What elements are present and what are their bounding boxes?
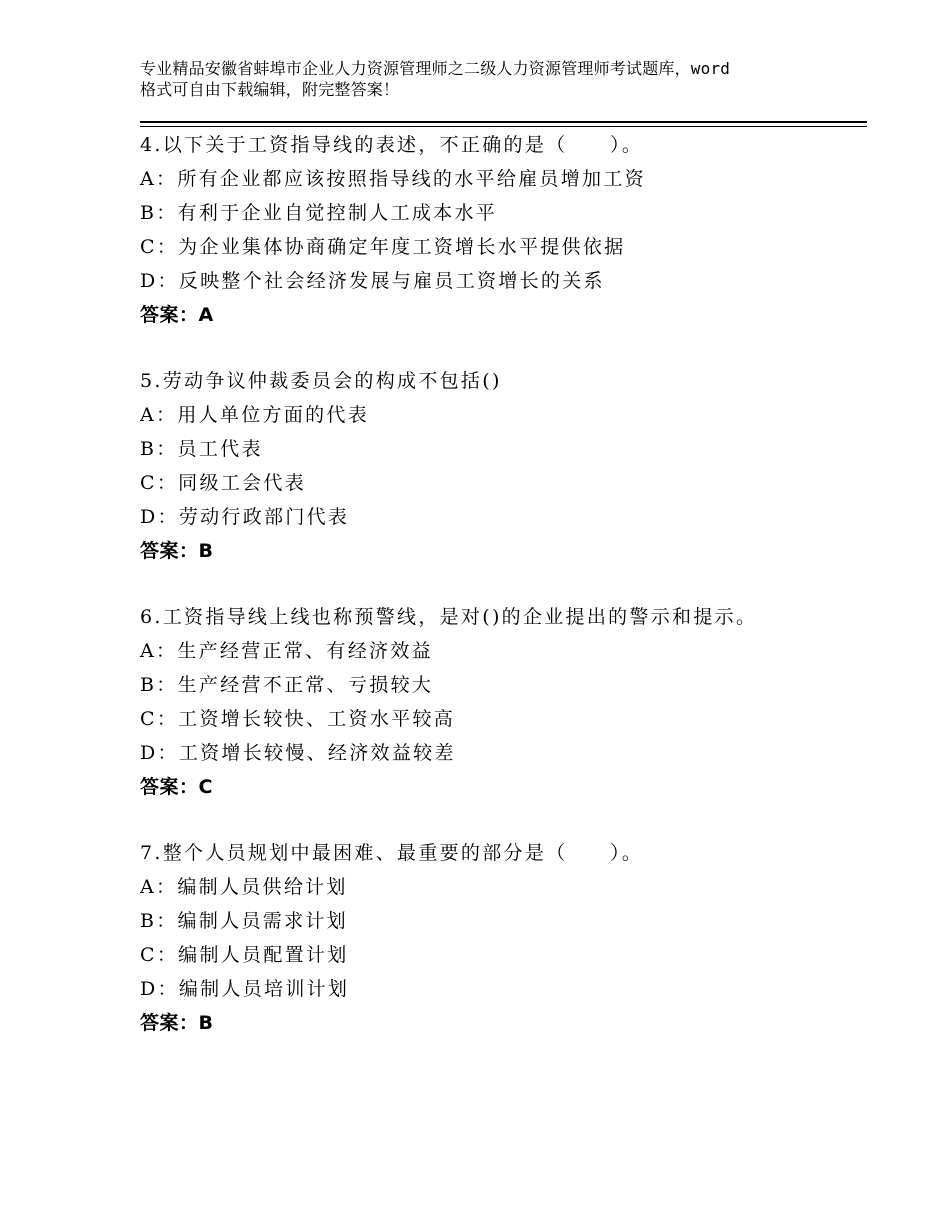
document-header	[140, 58, 830, 100]
option-b: B：有利于企业自觉控制人工成本水平	[140, 202, 498, 224]
option-c: C：编制人员配置计划	[140, 944, 349, 966]
option-a: A：所有企业都应该按照指导线的水平给雇员增加工资	[140, 168, 646, 190]
question-7	[140, 836, 867, 1040]
question-list	[140, 128, 867, 1040]
header-line-2: 格式可自由下载编辑，附完整答案！	[140, 80, 400, 99]
question-stem: 4.以下关于工资指导线的表述，不正确的是（ ）。	[140, 134, 644, 156]
option-d: D：编制人员培训计划	[140, 978, 350, 1000]
question-stem: 7.整个人员规划中最困难、最重要的部分是（ ）。	[140, 842, 644, 864]
option-d: D：劳动行政部门代表	[140, 506, 350, 528]
option-c: C：同级工会代表	[140, 472, 306, 494]
header-rule-thick	[140, 121, 867, 123]
header-rule-thin	[140, 126, 867, 127]
option-c: C：为企业集体协商确定年度工资增长水平提供依据	[140, 236, 626, 258]
option-a: A：用人单位方面的代表	[140, 404, 370, 426]
option-a: A：编制人员供给计划	[140, 876, 348, 898]
header-line-1: 专业精品安徽省蚌埠市企业人力资源管理师之二级人力资源管理师考试题库，word	[140, 59, 731, 78]
answer-label: 答案：C	[140, 776, 213, 798]
question-stem: 5.劳动争议仲裁委员会的构成不包括()	[140, 370, 502, 392]
answer-label: 答案：B	[140, 1012, 214, 1034]
question-4	[140, 128, 867, 332]
answer-label: 答案：B	[140, 540, 214, 562]
option-c: C：工资增长较快、工资水平较高	[140, 708, 456, 730]
option-b: B：员工代表	[140, 438, 263, 460]
question-6	[140, 600, 867, 804]
option-a: A：生产经营正常、有经济效益	[140, 640, 433, 662]
option-d: D：工资增长较慢、经济效益较差	[140, 742, 456, 764]
option-b: B：生产经营不正常、亏损较大	[140, 674, 434, 696]
option-d: D：反映整个社会经济发展与雇员工资增长的关系	[140, 270, 605, 292]
option-b: B：编制人员需求计划	[140, 910, 348, 932]
question-5	[140, 364, 867, 568]
answer-label: 答案：A	[140, 304, 214, 326]
question-stem: 6.工资指导线上线也称预警线，是对()的企业提出的警示和提示。	[140, 606, 758, 628]
